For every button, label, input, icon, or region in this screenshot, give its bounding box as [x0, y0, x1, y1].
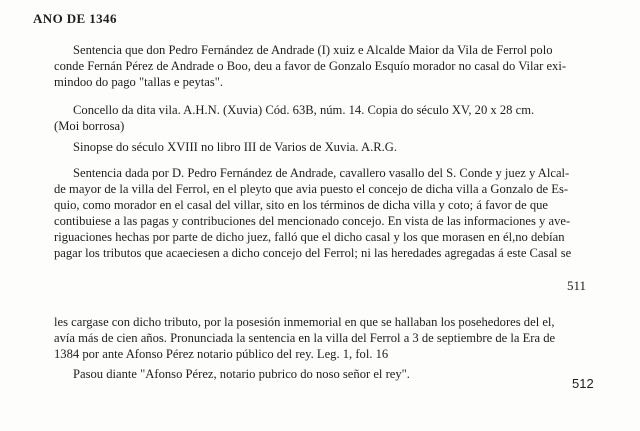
- summary-line: conde Fernán Pérez de Andrade o Boo, deu a favor de Gonzalo Esquío morador no casal do Vilar exi-: [54, 59, 567, 73]
- body-line: 1384 por ante Afonso Pérez notario público del rey. Leg. 1, fol. 16: [54, 347, 389, 361]
- document-heading: ANO DE 1346: [33, 11, 117, 26]
- summary-line: Sentencia que don Pedro Fernández de Andrade (I) xuiz e Alcalde Maior da Vila de Ferrol polo: [73, 43, 553, 57]
- page-number: 512: [572, 376, 594, 391]
- body-line: avía más de cien años. Pronunciada la sentencia en la villa del Ferrol a 3 de septiembre de la Era de: [54, 331, 556, 345]
- page-number: 511: [567, 278, 587, 293]
- synopsis-line: Sinopse do século XVIII no libro III de Varios de Xuvia. A.R.G.: [73, 140, 398, 154]
- source-line: (Moi borrosa): [54, 119, 125, 133]
- body-line: Sentencia dada por D. Pedro Fernández de Andrade, cavallero vasallo del S. Conde y juez y Alcal-: [73, 166, 570, 180]
- source-line: Concello da dita vila. A.H.N. (Xuvia) Cód. 63B, núm. 14. Copia do século XV, 20 x 28 cm.: [73, 103, 535, 117]
- closing-line: Pasou diante "Afonso Pérez, notario pubrico do noso señor el rey".: [73, 367, 410, 381]
- body-line: riguaciones hechas por parte de dicho juez, falló que el dicho casal y los que morasen en él,no debían: [54, 230, 565, 244]
- body-line: de mayor de la villa del Ferrol, en el pleyto que avia puesto el concejo de dicha villa a Gonzalo de Es-: [54, 182, 569, 196]
- summary-line: mindoo do pago "tallas e peytas".: [54, 75, 224, 89]
- body-line: contibuiese a las pagas y contribuciones del mencionado concejo. En vista de las informaciones y ave-: [54, 214, 571, 228]
- body-line: quio, como morador en el casal del villar, sito en los términos de dicha villa y coto; á favor de que: [54, 198, 549, 212]
- body-line: les cargase con dicho tributo, por la posesión inmemorial en que se hallaban los posehedores del el,: [54, 315, 555, 329]
- body-line: pagar los tributos que acaeciesen a dicho concejo del Ferrol; ni las heredades agregadas á este Casal se: [54, 246, 572, 260]
